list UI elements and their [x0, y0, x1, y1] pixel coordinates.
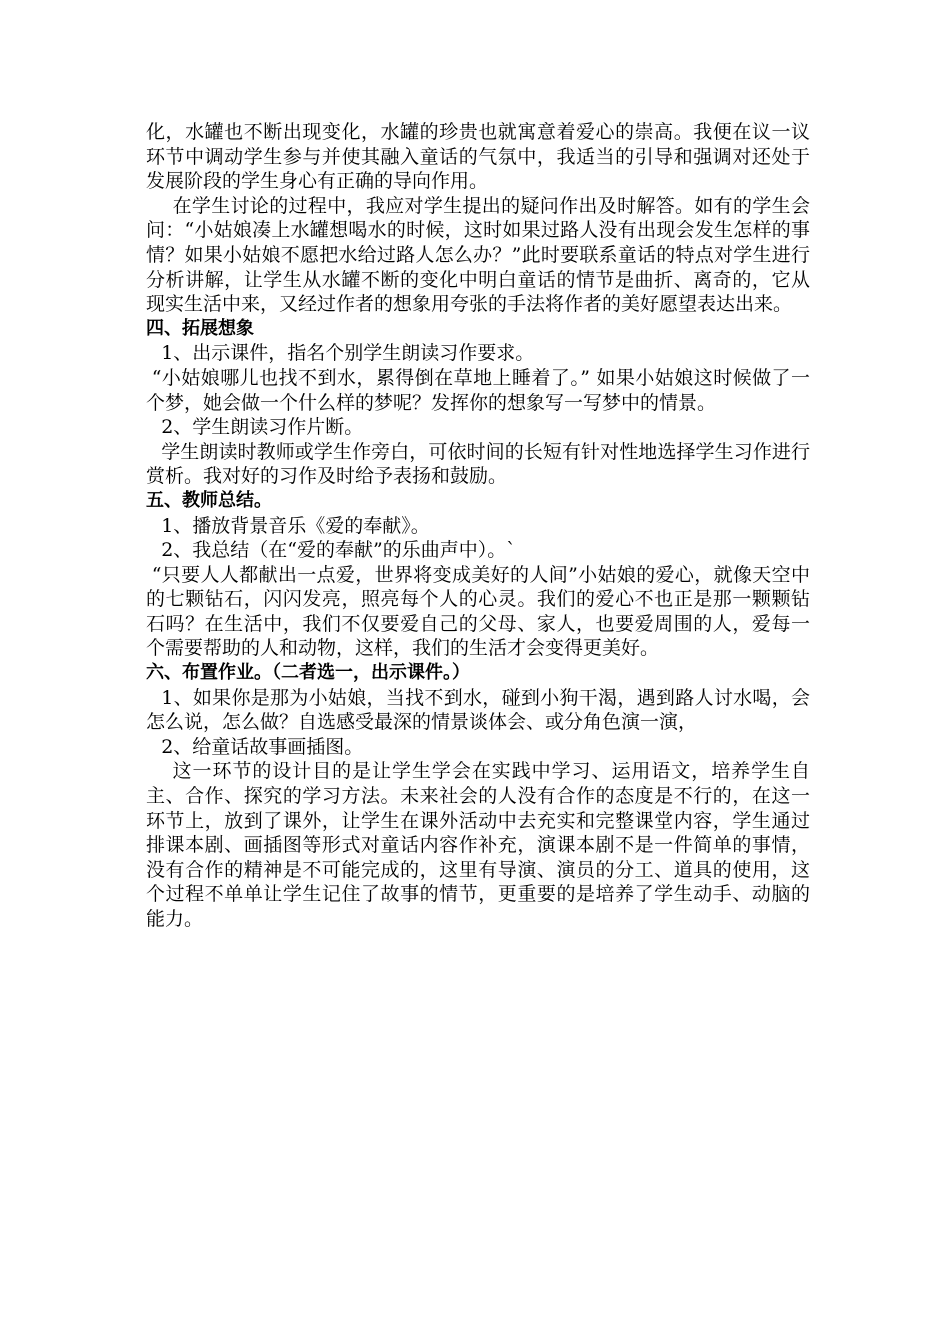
section-heading-4: 四、拓展想象 [146, 317, 254, 339]
list-item: 1、出示课件，指名个别学生朗读习作要求。 [161, 342, 535, 365]
paragraph-discussion: 在学生讨论的过程中，我应对学生提出的疑问作出及时解答。如有的学生会问：“小姑娘凑上水罐想喝水的时候，这时如果过路人没有出现会发生怎样的事情？如果小姑娘不愿把水给过路人怎么办？”此时要联系童话的特点对学生进行分析讲解，让学生从水罐不断的变化中明白童话的情节是曲折、离奇的，它从现实生活中来，又经过作者的想象用夸张的手法将作者的美好愿望表达出来。 [146, 194, 810, 316]
list-item: 1、如果你是那为小姑娘，当找不到水，碰到小狗干渴，遇到路人讨水喝，会怎么说，怎么做？自选感受最深的情景谈体会、或分角色演一演， [146, 686, 810, 734]
paragraph-continuation: 化，水罐也不断出现变化，水罐的珍贵也就寓意着爱心的崇高。我便在议一议环节中调动学生参与并使其融入童话的气氛中，我适当的引导和强调对还处于发展阶段的学生身心有正确的导向作用。 [146, 121, 810, 193]
paragraph-summary: “只要人人都献出一点爱，世界将变成美好的人间”小姑娘的爱心，就像天空中的七颗钻石，闪闪发亮，照亮每个人的心灵。我们的爱心不也正是那一颗颗钻石吗？在生活中，我们不仅要爱自己的父母、家人，也要爱周围的人，爱每一个需要帮助的人和动物，这样，我们的生活才会变得更美好。 [146, 563, 810, 660]
list-item: 1、播放背景音乐《爱的奉献》。 [161, 514, 430, 537]
section-heading-5: 五、教师总结。 [146, 489, 272, 511]
list-item: 2、给童话故事画插图。 [161, 735, 364, 758]
section-heading-6: 六、布置作业。（二者选一，出示课件。） [146, 662, 470, 684]
document-page [146, 120, 810, 932]
list-item: 2、我总结（在“爱的奉献”的乐曲声中）。` [161, 539, 516, 562]
paragraph-quote: “小姑娘哪儿也找不到水，累得倒在草地上睡着了。” 如果小姑娘这时候做了一个梦，她会做一个什么样的梦呢？发挥你的想象写一写梦中的情景。 [146, 366, 810, 414]
paragraph-body: 这一环节的设计目的是让学生学会在实践中学习、运用语文，培养学生自主、合作、探究的学习方法。未来社会的人没有合作的态度是不行的，在这一环节上，放到了课外，让学生在课外活动中去充实和完整课堂内容，学生通过排课本剧、画插图等形式对童话内容作补充，演课本剧不是一件简单的事情，没有合作的精神是不可能完成的，这里有导演、演员的分工、道具的使用，这个过程不单单让学生记住了故事的情节，更重要的是培养了学生动手、动脑的能力。 [146, 760, 810, 930]
paragraph-body: 学生朗读时教师或学生作旁白，可依时间的长短有针对性地选择学生习作进行赏析。我对好的习作及时给予表扬和鼓励。 [146, 440, 810, 488]
list-item: 2、学生朗读习作片断。 [161, 416, 364, 439]
